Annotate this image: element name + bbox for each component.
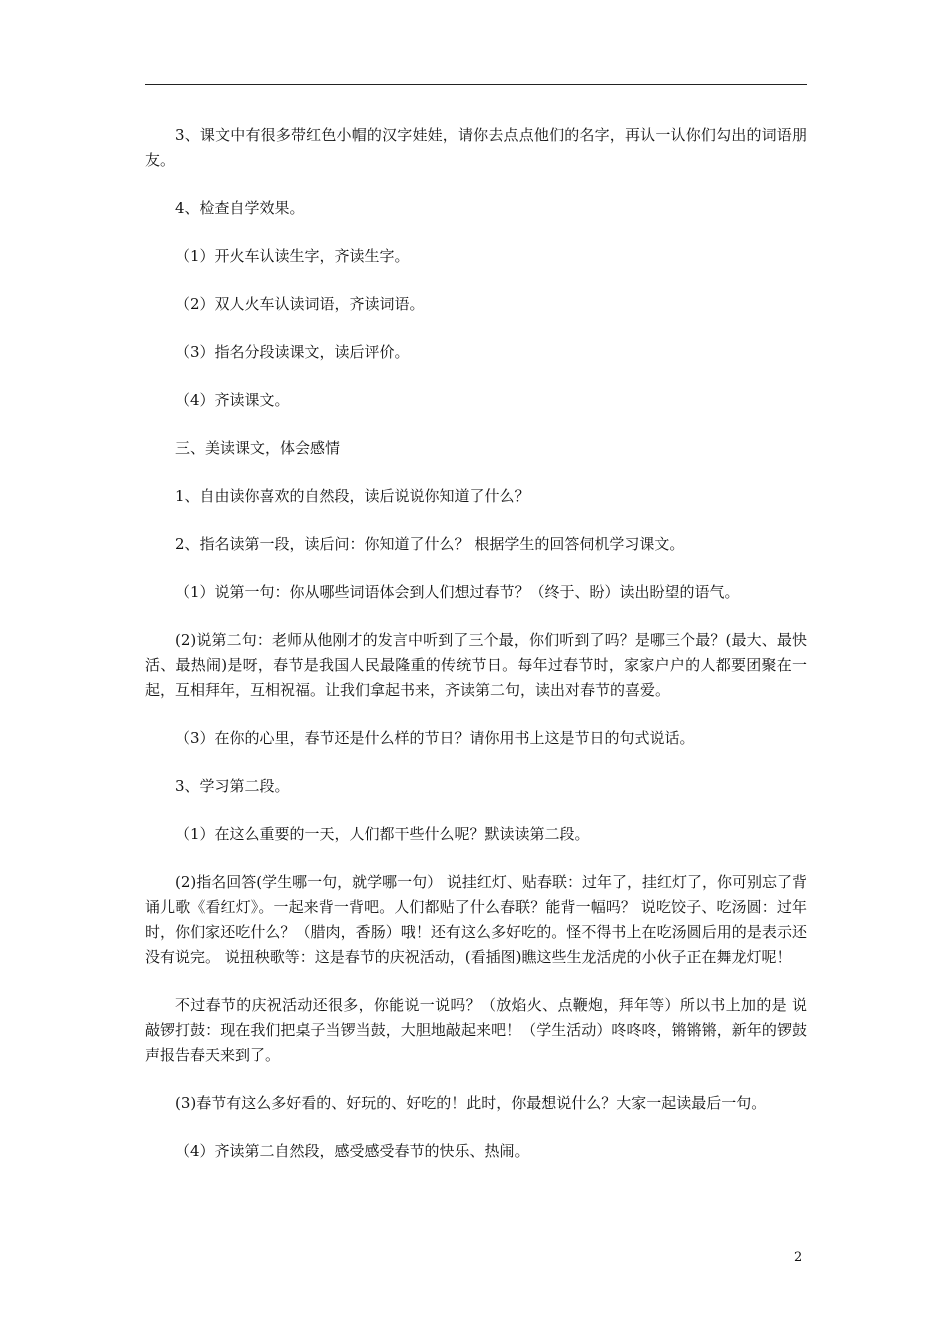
paragraph: (2)指名回答(学生哪一句，就学哪一句） 说挂红灯、贴春联：过年了，挂红灯了，你可别忘了背诵儿歌《看红灯》。一起来背一背吧。人们都贴了什么春联？能背一幅吗？ 说吃饺子、吃汤圆：过年时，你们家还吃什么？（腊肉，香肠）哦！还有这么多好吃的。怪不得书上在吃汤圆后用的是表示还没有说完。 说扭秧歌等：这是春节的庆祝活动，(看插图)瞧这些生龙活虎的小伙子正在舞龙灯呢！ bbox=[145, 873, 807, 966]
paragraph: (3)春节有这么多好看的、好玩的、好吃的！此时，你最想说什么？大家一起读最后一句。 bbox=[175, 1094, 767, 1112]
paragraph: （1）说第一句：你从哪些词语体会到人们想过春节？（终于、盼）读出盼望的语气。 bbox=[175, 583, 740, 601]
paragraph: 2、指名读第一段，读后问：你知道了什么？ 根据学生的回答伺机学习课文。 bbox=[175, 535, 685, 553]
paragraph: （4）齐读第二自然段，感受感受春节的快乐、热闹。 bbox=[175, 1142, 530, 1160]
paragraph: （3）在你的心里，春节还是什么样的节日？请你用书上这是节日的句式说话。 bbox=[175, 729, 695, 747]
paragraph: 1、自由读你喜欢的自然段，读后说说你知道了什么？ bbox=[175, 487, 530, 505]
paragraph: 3、学习第二段。 bbox=[175, 777, 290, 795]
paragraph: （1）开火车认读生字，齐读生字。 bbox=[175, 247, 410, 265]
paragraph: （4）齐读课文。 bbox=[175, 391, 290, 409]
paragraph: （1）在这么重要的一天，人们都干些什么呢？默读读第二段。 bbox=[175, 825, 590, 843]
paragraph: （3）指名分段读课文，读后评价。 bbox=[175, 343, 410, 361]
header-rule bbox=[145, 84, 807, 85]
page-number: 2 bbox=[794, 1250, 803, 1265]
paragraph: (2)说第二句：老师从他刚才的发言中听到了三个最，你们听到了吗？是哪三个最？(最大、最快活、最热闹)是呀，春节是我国人民最隆重的传统节日。每年过春节时，家家户户的人都要团聚在一起，互相拜年，互相祝福。让我们拿起书来，齐读第二句，读出对春节的喜爱。 bbox=[145, 631, 807, 699]
paragraph: 4、检查自学效果。 bbox=[175, 199, 305, 217]
paragraph: 3、课文中有很多带红色小帽的汉字娃娃，请你去点点他们的名字，再认一认你们勾出的词语朋友。 bbox=[145, 126, 807, 169]
section-heading: 三、美读课文，体会感情 bbox=[175, 439, 341, 457]
paragraph: （2）双人火车认读词语，齐读词语。 bbox=[175, 295, 425, 313]
document-body bbox=[145, 123, 807, 1187]
paragraph: 不过春节的庆祝活动还很多，你能说一说吗？（放焰火、点鞭炮，拜年等）所以书上加的是 说敲锣打鼓：现在我们把桌子当锣当鼓，大胆地敲起来吧！（学生活动）咚咚咚，锵锵锵，新年的锣鼓声报告春天来到了。 bbox=[145, 996, 807, 1064]
